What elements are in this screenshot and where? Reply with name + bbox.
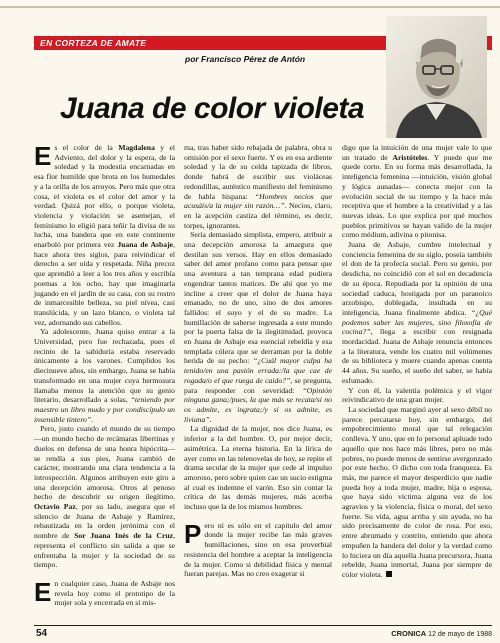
bold-name: Juana de Asbaje (117, 240, 174, 250)
text-run: ma, tras haber sido rebajada de palabra, obra u omisión por el sexo fuerte. Y es en esa ardiente soledad y la de su celda tapizada de libros, donde habrá de escribir sus violáceas redondillas, auténtico manifiesto del feminismo de habla hispana: (184, 143, 332, 201)
footer-publication (391, 629, 492, 638)
paragraph (34, 327, 175, 424)
page-number: 54 (36, 628, 48, 639)
text-run: s el color de la (54, 143, 119, 152)
text-column-3 (342, 143, 492, 580)
text-run: . (209, 414, 212, 424)
text-column-2 (184, 143, 332, 579)
paragraph (184, 143, 332, 230)
text-run: Juana de Asbaje, cumbre intelectual y conciencia femenina de su siglo, poseía también el don de la profecía social. Pero su genio, por desdicha, no coincidió con el sol en decadencia de su época. Repudiada por la opinión de una sociedad caduca, hostigada por un paranoico arzobispo, doblegada, insultada en su inteligencia, Juana finalmente abdica. (342, 240, 492, 317)
drop-cap: E (34, 576, 52, 607)
paragraph (184, 230, 332, 424)
text-run: ero ni es sólo en el capítulo del amor donde la mujer recibe las más graves humillaciones, sino en esa proverbial resistencia del hombre a aceptar la inteligencia de la mujer. Como si debilidad física y mental fueran parejas. Mas no creo exagerar si (184, 520, 332, 579)
top-rule (0, 6, 500, 8)
text-run: , representa el conflicto sin salida a que se enfrentaba la mujer y la sociedad de su tiempo. (34, 531, 175, 570)
section-spacer (184, 512, 332, 521)
text-run: , por su lado, asegura que el silencio de Juana de Asbaje y Ramírez, rebautizada en la orden jerónima con el nombre de (34, 502, 175, 541)
text-run: , hace ahora tres siglos, para reivindicar el derecho a ser oída y respetada. Niña precoz que aprendió a leer a los tres años y escribía poemas a los ocho, hay que imaginarla jugando en el jardín de su casa, con su rostro de inmarcesible belleza, su piel nívea, casi translúcida, y un lazo blanco, o violeta tal vez, adornando sus cabellos. (34, 240, 176, 327)
paragraph (342, 405, 492, 580)
quote: “teniendo por maestro un libro mudo y por condiscípulo un insensible tintero” (34, 395, 175, 424)
text-run: . Y puede que me quede corto. En su forma más desarrollada, la inteligencia femenina —intuición, visión global y lógica aunadas— conecta mejor con la evolución social de su tiempo y la hace más receptiva que el hombre a la creatividad y a las nuevas ideas. Lo que explica por qué muchos pueblos primitivos se hayan valido de la mujer como médium, adivina o pitonisa. (342, 152, 492, 240)
text-run: y el Adviento, del dolor y la espera, de la soledad y la modestia encarnadas en esa flor humilde que brota en los humedales y a la orilla de los arroyos. Pero más que otra cosa, el violeta es el color del amor y la verdad. Quizá por ello, o porque violeta, violencia y violación se asemejan, el feminismo lo eligió para teñir la divisa de su lucha, una bandera que en este continente enarboló por primera vez (34, 143, 175, 250)
text-run: Pero, justo cuando el mundo de su tiempo —un mundo hecho de recámaras libertinas y duelos en defensa de una honra hipócrita— se rendía a sus pies, Juana cambió de carácter, mostrando una clara tendencia a la introspección. Algunos atribuyen este giro a una decepción amorosa. Otros al penoso hecho de descubrir su origen ilegítimo. (34, 424, 175, 502)
paragraph (34, 424, 175, 570)
bold-name: Sor Juana Inés de la Cruz (74, 531, 174, 541)
bold-name: Magdalena (118, 143, 155, 152)
end-of-article-square-icon (386, 571, 392, 577)
issue-date: 12 de mayo de 1988 (428, 631, 492, 638)
paragraph (34, 143, 175, 327)
bold-name: Octavio Paz (34, 502, 76, 512)
author-byline: por Francisco Pérez de Antón (185, 54, 306, 64)
section-spacer (34, 570, 175, 579)
paragraph (342, 240, 492, 386)
drop-cap: E (34, 141, 52, 171)
quote: “Hombres necios que acusáis/a la mujer sin razón…” (184, 191, 332, 211)
quote: “¿Qué podemos saber las mujeres, sino filosofía de cocina?” (342, 307, 492, 337)
paragraph (342, 143, 492, 240)
magazine-name: CRONICA (391, 629, 427, 638)
text-run: , llega a escribir con resignada mordacidad. Juana de Asbaje renuncia entonces a la literatura, vende los cuatro mil volúmenes de su biblioteca y muere cuando apenas cuenta 44 años. Su sueño, el sueño del saber, se había esfumado. (342, 327, 492, 385)
paragraph (342, 386, 492, 405)
quote: “¿Cuál mayor culpa ha tenido/en una pasión errada:/la que cae de rogada/o el que ruega de caído?” (184, 356, 332, 385)
paragraph (184, 518, 332, 579)
text-run: digo que la intuición de una mujer vale lo que un tratado de (342, 143, 492, 162)
text-run: n cualquier caso, Juana de Asbaje nos revela hoy como el prototipo de la mujer sola y encerrada en sí mis- (54, 578, 175, 608)
section-label: EN CORTEZA DE AMATE (40, 38, 147, 48)
text-run: Ya adolescente, Juana quiso entrar a la Universidad, pero fue rechazada, pues el recinto de la sabiduría estaba reservado únicamente a los varones. Cumplidos los diecinueve años, sin embargo, Juana se había transformado en una mujer cuya hermosura llamaba menos la atención que su genio literario, desarrollado a solas, (34, 327, 175, 405)
bold-name: Aristóteles (392, 152, 428, 162)
quote: “Opinión ninguna gana;/pues, la que más se recata/si no os admite, es ingrata;/y si os admite, es liviana” (184, 385, 332, 424)
text-column-1 (34, 143, 175, 608)
text-run: , se pregunta, para responder con severidad: (184, 375, 332, 395)
portrait-icon (386, 16, 487, 138)
text-run: Y con él, la valentía polémica y el vigor reivindicativo de una gran mujer. (342, 385, 492, 405)
text-run: La sociedad que marginó ayer al sexo débil no parece percatarse hoy, sin embargo, del empobrecimiento moral que tal relegación conlleva. Y uno, que en lo personal apluade todo aquello que nos hace más libres, pero no más pobres, no puede menos de sentirse avergonzado por este hecho. O dicho con toda franqueza. Es más, me parece el mayor desperdicio que nadie pueda hoy a toda mujer, madre, hija o esposa, que haya sido víctima alguna vez de los agravios y la violencia, física o moral, del sexo fuerte. Su vida, agua arriba y sin ayuda, no ha sido precisamente de color de rosa. Por eso, entre abrumado y contrito, entiendo que ahora empuñen la bandera del dolor y la verdad como lo hiciera un día aquella Juana precursora, Juana rebelde, Juana inmortal, Juana por siempre de color violeta. (342, 404, 492, 579)
text-run: Sería demasiado simplista, empero, atribuir a una decepción amorosa la amargura que destilan sus versos. Hay en ellos demasiado saber del amor profano como para pensar que una aventura a tan temprana edad pudiera engendrar tantos matices. De ahí que yo me incline a creer que el dolor de Juana haya emanado, no de uno, sino de dos amores fallidos: el suyo y el de su madre. La humillación de saberse ingresada a este mundo por la puerta falsa de la ilegitimidad, provoca en Juana de Asbaje esa esencial rebeldía y esa templada cólera que se derraman por la doble herida de su pecho: (184, 230, 332, 366)
footer-rule (34, 625, 492, 626)
text-run: . (91, 414, 94, 424)
text-run: La dignidad de la mujer, nos dice Juana, es inferior a la del hombre. O, por mejor decir, asimétrica. La eterna historia. En la lírica de ayer como en las telenovelas de hoy, se repite el drama secular de la mujer que cede al impulso amoroso, pero sobre quien cae un sucio estigma al cual es indemne el varón. Eso sin contar la crítica de las demás mujeres, más acerba incluso que la de los mismos hombres. (184, 424, 332, 512)
author-portrait-photo (386, 16, 487, 138)
article-title: Juana de color violeta (60, 92, 365, 125)
text-run: . Necios, claro, en la acepción castiza del término, es decir, torpes, ignorantes. (184, 201, 332, 230)
paragraph (184, 424, 332, 511)
drop-cap: P (184, 518, 202, 549)
paragraph (34, 576, 175, 608)
